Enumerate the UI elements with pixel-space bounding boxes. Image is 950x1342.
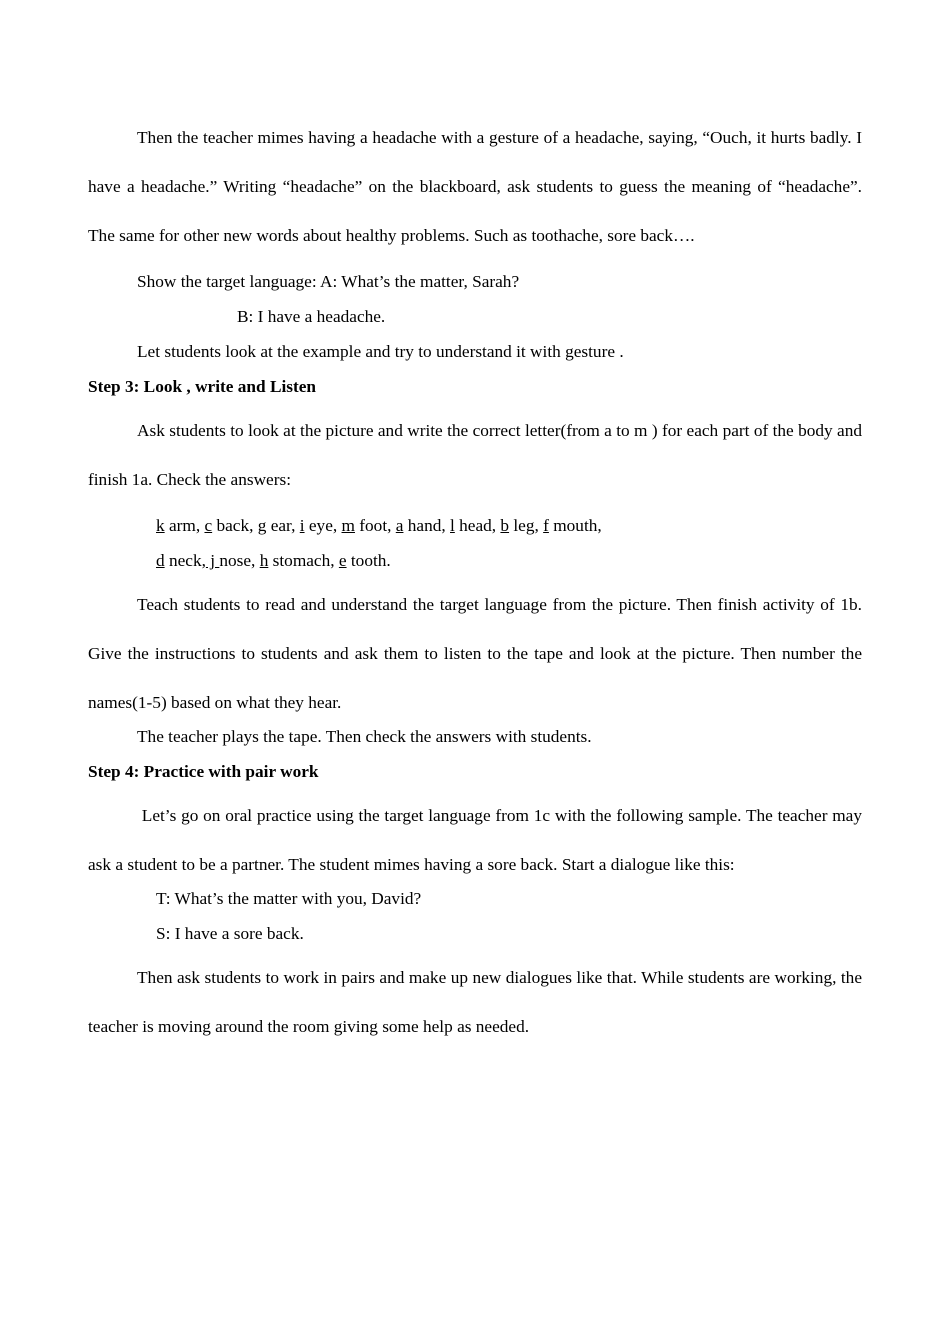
step3-instructions: Ask students to look at the picture and write the correct letter(from a to m ) for each part of the body and finish 1a. Check the answers:: [88, 421, 862, 489]
step3-heading: Step 3: Look , write and Listen: [88, 377, 317, 396]
step4-instructions: Let’s go on oral practice using the target language from 1c with the following sample. The teacher may ask a student to be a partner. The student mimes having a sore back. Start a dialogue like this:: [88, 806, 867, 874]
gesture-paragraph: Let students look at the example and try to understand it with gesture .: [137, 342, 624, 361]
answers-row-1: [88, 513, 862, 539]
answer-word: leg,: [509, 516, 544, 535]
answer-letter: l: [450, 516, 455, 535]
answer-word: stomach,: [268, 551, 339, 570]
answer-word: foot,: [354, 516, 396, 535]
step4-heading: Step 4: Practice with pair work: [88, 762, 319, 781]
intro-paragraph: Then the teacher mimes having a headache with a gesture of a headache, saying, “Ouch, it hurts badly. I have a headache.” Writing “headache” on the blackboard, ask students to guess the meaning of “headache”. The same for other new words about healthy problems. Such as toothache, sore back….: [88, 128, 862, 245]
answer-word: back,: [212, 516, 258, 535]
target-language-a: Show the target language: A: What’s the matter, Sarah?: [137, 272, 520, 291]
answer-letter: d: [156, 551, 165, 570]
target-language-b: B: I have a headache.: [237, 307, 386, 326]
answer-letter: a: [395, 516, 404, 535]
document-page: [88, 118, 867, 1051]
answer-word: arm,: [164, 516, 205, 535]
dialogue-student: S: I have a sore back.: [156, 924, 304, 943]
answers-row-2: [88, 548, 862, 574]
answer-letter: k: [156, 516, 165, 535]
answer-letter: g: [257, 516, 267, 535]
answer-word: nose,: [219, 551, 260, 570]
answer-letter: f: [543, 516, 549, 535]
answer-word: ear,: [266, 516, 300, 535]
answer-letter: j: [205, 551, 220, 570]
dialogue-teacher: T: What’s the matter with you, David?: [156, 889, 422, 908]
answer-letter: b: [500, 516, 510, 535]
answer-word: tooth.: [346, 551, 391, 570]
step3-teach-paragraph: Teach students to read and understand the target language from the picture. Then finish activity of 1b. Give the instructions to students and ask them to listen to the tape and look at the picture. Then number the names(1-5) based on what they hear.: [88, 595, 862, 712]
answer-word: head,: [454, 516, 501, 535]
answer-word: mouth,: [548, 516, 602, 535]
answer-word: neck,: [164, 551, 206, 570]
answer-letter: e: [338, 551, 347, 570]
step4-pairwork-paragraph: Then ask students to work in pairs and make up new dialogues like that. While students are working, the teacher is moving around the room giving some help as needed.: [88, 968, 862, 1036]
answer-letter: i: [299, 516, 305, 535]
answer-letter: c: [204, 516, 213, 535]
answer-letter: m: [341, 516, 355, 535]
answer-letter: h: [259, 551, 269, 570]
answer-word: hand,: [403, 516, 451, 535]
step3-tape-paragraph: The teacher plays the tape. Then check the answers with students.: [137, 727, 592, 746]
answer-word: eye,: [304, 516, 342, 535]
